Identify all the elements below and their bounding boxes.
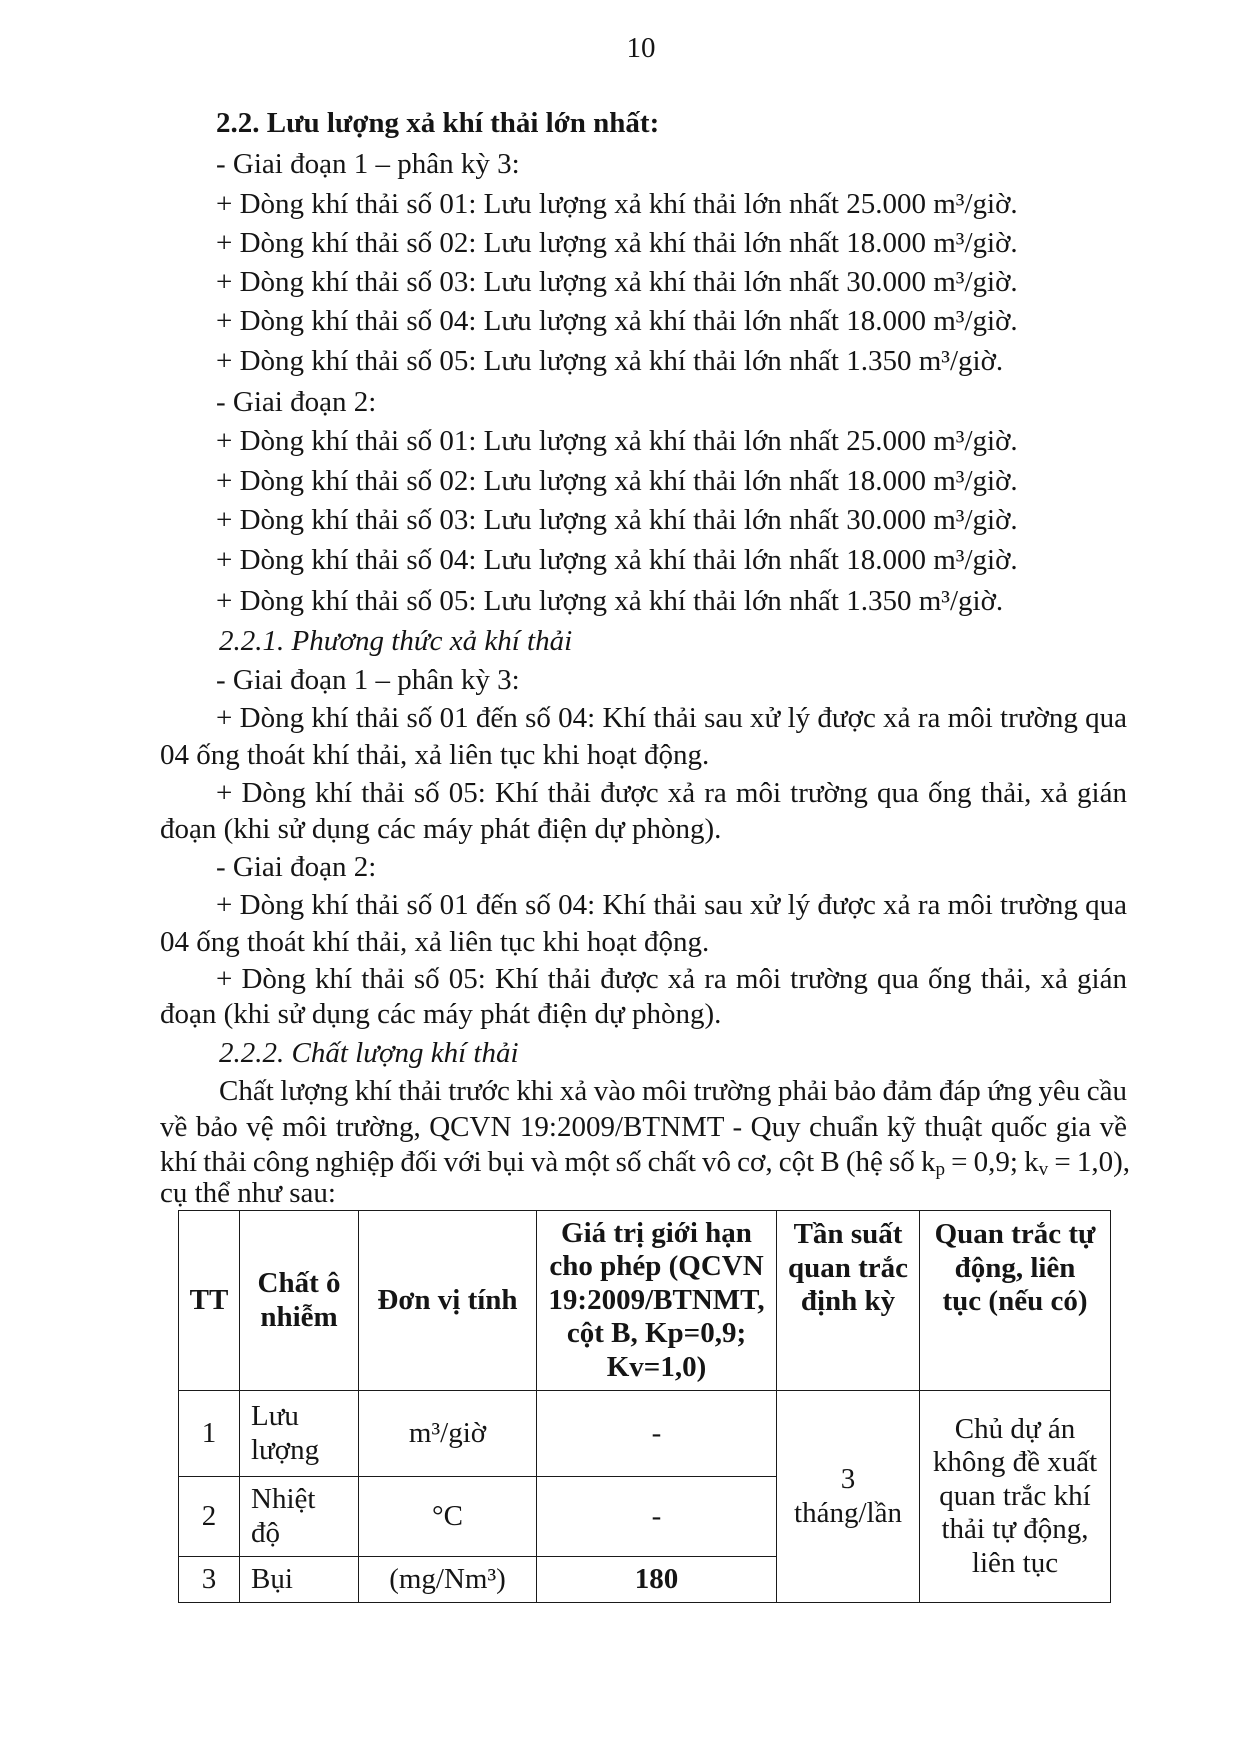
section-heading-2-2-2: 2.2.2. Chất lượng khí thải bbox=[219, 1037, 519, 1069]
column-header-limit: Giá trị giới hạn cho phép (QCVN 19:2009/BTNMT, cột B, Kp=0,9; Kv=1,0) bbox=[537, 1211, 777, 1391]
paragraph-line: + Dòng khí thải số 05: Khí thải được xả ra môi trường qua ống thải, xả gián bbox=[216, 777, 1127, 809]
paragraph-line: + Dòng khí thải số 01 đến số 04: Khí thải sau xử lý được xả ra môi trường qua bbox=[216, 889, 1127, 921]
line-text: = 1,0), bbox=[1048, 1146, 1130, 1178]
cell-unit: °C bbox=[359, 1477, 537, 1557]
emission-stream-line: + Dòng khí thải số 05: Lưu lượng xả khí thải lớn nhất 1.350 m³/giờ. bbox=[216, 345, 1004, 377]
paragraph-line: + Dòng khí thải số 05: Khí thải được xả ra môi trường qua ống thải, xả gián bbox=[216, 963, 1127, 995]
table-row bbox=[179, 1391, 1111, 1477]
cell-tt: 3 bbox=[179, 1557, 240, 1603]
emission-stream-line: + Dòng khí thải số 02: Lưu lượng xả khí thải lớn nhất 18.000 m³/giờ. bbox=[216, 465, 1018, 497]
line-text: = 0,9; k bbox=[945, 1146, 1039, 1178]
cell-continuous-monitoring: Chủ dự án không đề xuất quan trắc khí thải tự động, liên tục bbox=[920, 1391, 1111, 1603]
cell-pollutant: Bụi bbox=[240, 1557, 359, 1603]
column-header-unit: Đơn vị tính bbox=[359, 1211, 537, 1391]
column-header-continuous-monitoring: Quan trắc tự động, liên tục (nếu có) bbox=[920, 1211, 1111, 1391]
cell-limit: - bbox=[537, 1391, 777, 1477]
subscript: p bbox=[935, 1159, 946, 1181]
emission-stream-line: + Dòng khí thải số 05: Lưu lượng xả khí thải lớn nhất 1.350 m³/giờ. bbox=[216, 585, 1004, 617]
column-header-pollutant: Chất ô nhiễm bbox=[240, 1211, 359, 1391]
cell-pollutant: Lưu lượng bbox=[240, 1391, 359, 1477]
phase-label: - Giai đoạn 2: bbox=[216, 386, 377, 418]
paragraph-line: Chất lượng khí thải trước khi xả vào môi trường phải bảo đảm đáp ứng yêu cầu bbox=[219, 1075, 1127, 1107]
paragraph-line: + Dòng khí thải số 01 đến số 04: Khí thải sau xử lý được xả ra môi trường qua bbox=[216, 702, 1127, 734]
paragraph-line: về bảo vệ môi trường, QCVN 19:2009/BTNMT - Quy chuẩn kỹ thuật quốc gia về bbox=[160, 1111, 1127, 1143]
emission-stream-line: + Dòng khí thải số 04: Lưu lượng xả khí thải lớn nhất 18.000 m³/giờ. bbox=[216, 544, 1018, 576]
cell-tt: 2 bbox=[179, 1477, 240, 1557]
paragraph-line: 04 ống thoát khí thải, xả liên tục khi hoạt động. bbox=[160, 739, 710, 771]
cell-limit: - bbox=[537, 1477, 777, 1557]
cell-unit: (mg/Nm³) bbox=[359, 1557, 537, 1603]
cell-pollutant: Nhiệt độ bbox=[240, 1477, 359, 1557]
phase-label: - Giai đoạn 1 – phân kỳ 3: bbox=[216, 664, 520, 696]
emission-stream-line: + Dòng khí thải số 01: Lưu lượng xả khí thải lớn nhất 25.000 m³/giờ. bbox=[216, 188, 1018, 220]
subscript: v bbox=[1038, 1159, 1049, 1181]
paragraph-line: đoạn (khi sử dụng các máy phát điện dự phòng). bbox=[160, 813, 722, 845]
emission-stream-line: + Dòng khí thải số 01: Lưu lượng xả khí thải lớn nhất 25.000 m³/giờ. bbox=[216, 425, 1018, 457]
column-header-frequency: Tần suất quan trắc định kỳ bbox=[777, 1211, 920, 1391]
table-header-row bbox=[179, 1211, 1111, 1391]
emission-stream-line: + Dòng khí thải số 04: Lưu lượng xả khí thải lớn nhất 18.000 m³/giờ. bbox=[216, 305, 1018, 337]
emission-stream-line: + Dòng khí thải số 03: Lưu lượng xả khí thải lớn nhất 30.000 m³/giờ. bbox=[216, 504, 1018, 536]
section-heading-2-2-1: 2.2.1. Phương thức xả khí thải bbox=[219, 625, 573, 657]
emission-limits-table bbox=[178, 1210, 1111, 1603]
cell-limit: 180 bbox=[537, 1557, 777, 1603]
cell-tt: 1 bbox=[179, 1391, 240, 1477]
line-text: khí thải công nghiệp đối với bụi và một số chất vô cơ, cột B (hệ số k bbox=[160, 1146, 936, 1178]
paragraph-line: cụ thể như sau: bbox=[160, 1177, 336, 1209]
page-number: 10 bbox=[626, 32, 656, 64]
cell-unit: m³/giờ bbox=[359, 1391, 537, 1477]
column-header-tt: TT bbox=[179, 1211, 240, 1391]
cell-frequency: 3 tháng/lần bbox=[777, 1391, 920, 1603]
section-heading-2-2: 2.2. Lưu lượng xả khí thải lớn nhất: bbox=[216, 107, 660, 139]
paragraph-line: 04 ống thoát khí thải, xả liên tục khi hoạt động. bbox=[160, 926, 710, 958]
emission-stream-line: + Dòng khí thải số 02: Lưu lượng xả khí thải lớn nhất 18.000 m³/giờ. bbox=[216, 227, 1018, 259]
phase-label: - Giai đoạn 2: bbox=[216, 851, 377, 883]
paragraph-line: đoạn (khi sử dụng các máy phát điện dự phòng). bbox=[160, 998, 722, 1030]
phase-label: - Giai đoạn 1 – phân kỳ 3: bbox=[216, 148, 520, 180]
emission-stream-line: + Dòng khí thải số 03: Lưu lượng xả khí thải lớn nhất 30.000 m³/giờ. bbox=[216, 266, 1018, 298]
paragraph-line bbox=[160, 1146, 1130, 1181]
